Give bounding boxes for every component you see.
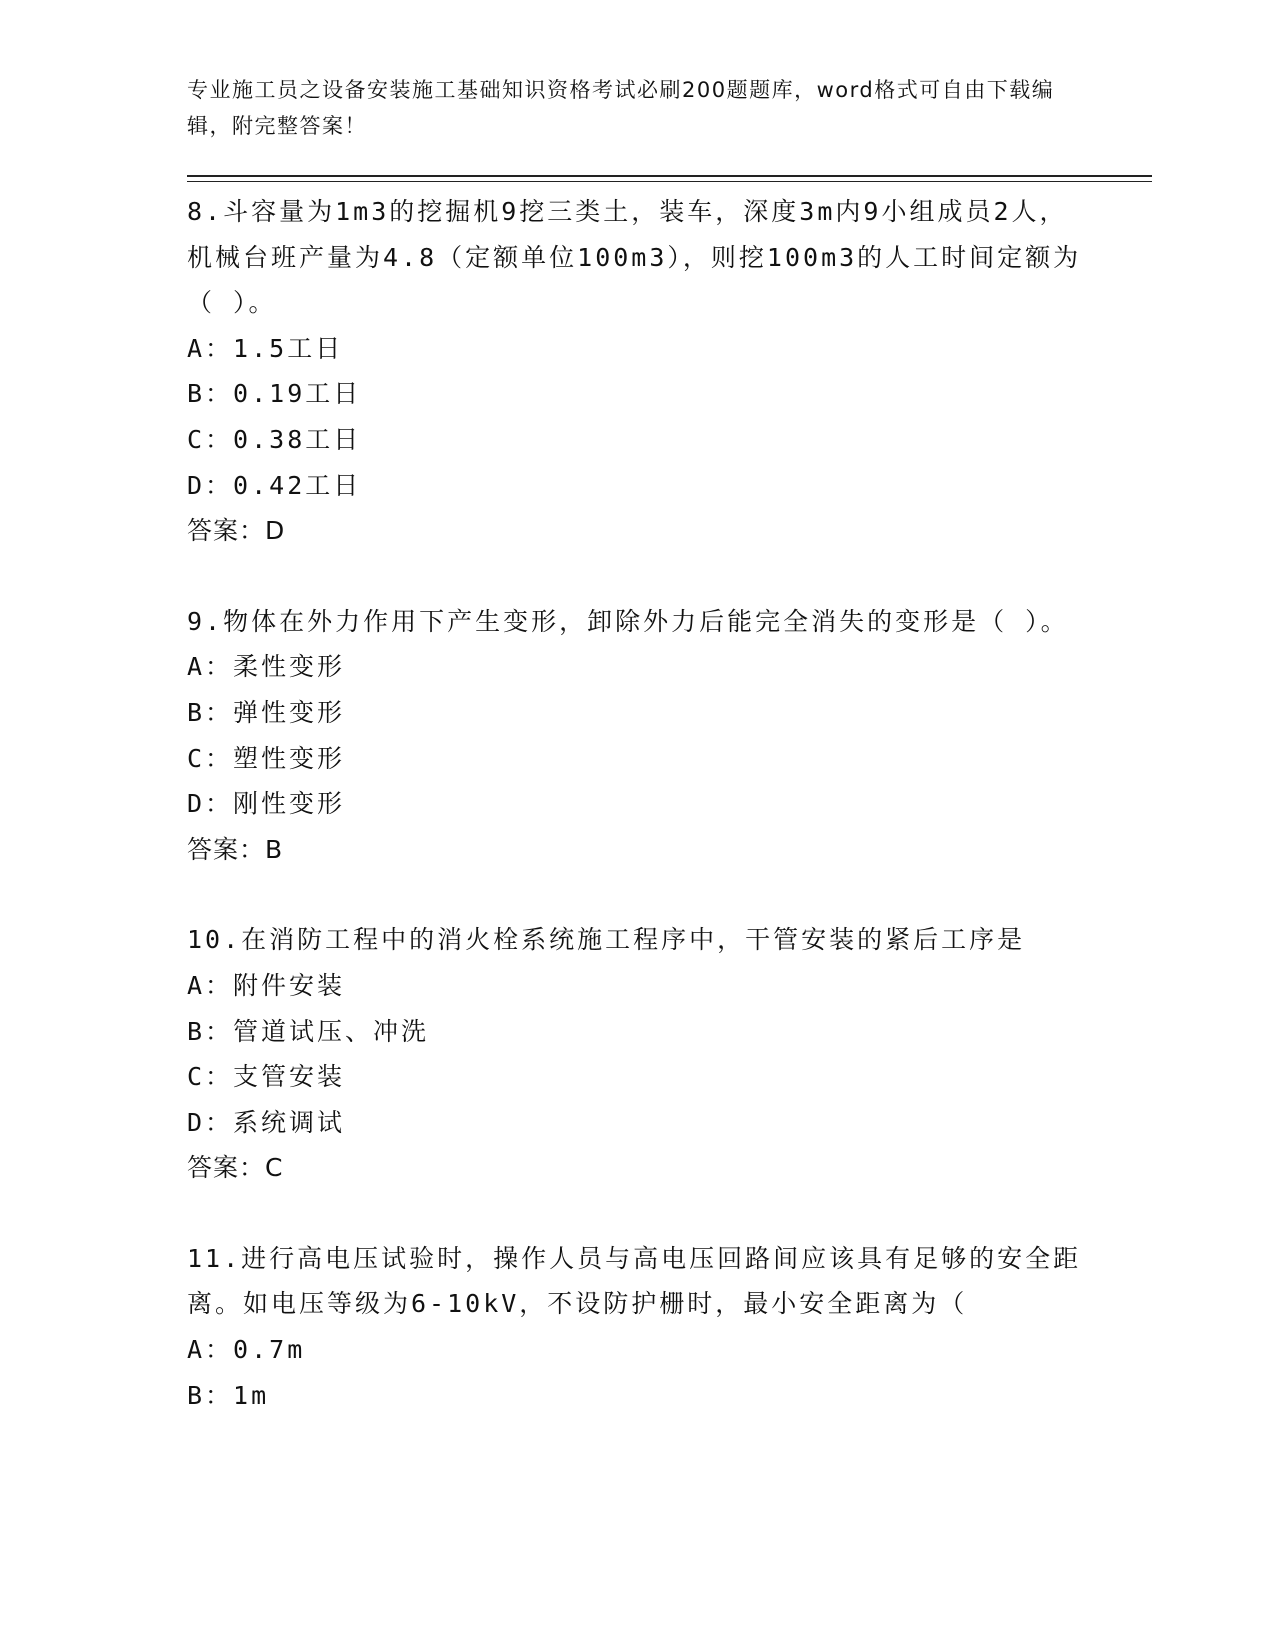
document-header: 专业施工员之设备安装施工基础知识资格考试必刷200题题库，word格式可自由下载编辑，附完整答案！	[187, 78, 1055, 138]
question-list	[187, 189, 1087, 1418]
question-8	[187, 189, 1087, 554]
option-b: B：0.19工日	[187, 379, 362, 409]
option-d: D：刚性变形	[187, 789, 346, 819]
option-c: C：支管安装	[187, 1062, 346, 1092]
header-divider-thin	[187, 181, 1152, 182]
question-9	[187, 599, 1087, 873]
option-b: B：1m	[187, 1380, 270, 1410]
option-a: A：附件安装	[187, 970, 346, 1000]
question-stem: 9.物体在外力作用下产生变形，卸除外力后能完全消失的变形是（ ）。	[187, 606, 1069, 636]
question-11	[187, 1236, 1087, 1418]
option-d: D：系统调试	[187, 1107, 346, 1137]
question-stem: 8.斗容量为1m3的挖掘机9挖三类土，装车，深度3m内9小组成员2人，机械台班产量为4.8（定额单位100m3），则挖100m3的人工时间定额为（ ）。	[187, 197, 1082, 318]
answer-line: 答案：B	[187, 834, 284, 864]
question-10	[187, 917, 1087, 1191]
option-a: A：柔性变形	[187, 652, 346, 682]
option-c: C：0.38工日	[187, 424, 362, 454]
option-d: D：0.42工日	[187, 470, 362, 500]
option-b: B：弹性变形	[187, 697, 346, 727]
option-a: A：1.5工日	[187, 333, 344, 363]
header-divider-thick	[187, 175, 1152, 177]
question-stem: 10.在消防工程中的消火栓系统施工程序中，干管安装的紧后工序是	[187, 925, 1026, 955]
option-c: C：塑性变形	[187, 743, 346, 773]
option-b: B：管道试压、冲洗	[187, 1016, 430, 1046]
question-stem: 11.进行高电压试验时，操作人员与高电压回路间应该具有足够的安全距离。如电压等级为6-10kV，不设防护栅时，最小安全距离为（	[187, 1243, 1082, 1319]
option-a: A：0.7m	[187, 1335, 306, 1365]
answer-line: 答案：D	[187, 516, 286, 546]
answer-line: 答案：C	[187, 1153, 284, 1183]
